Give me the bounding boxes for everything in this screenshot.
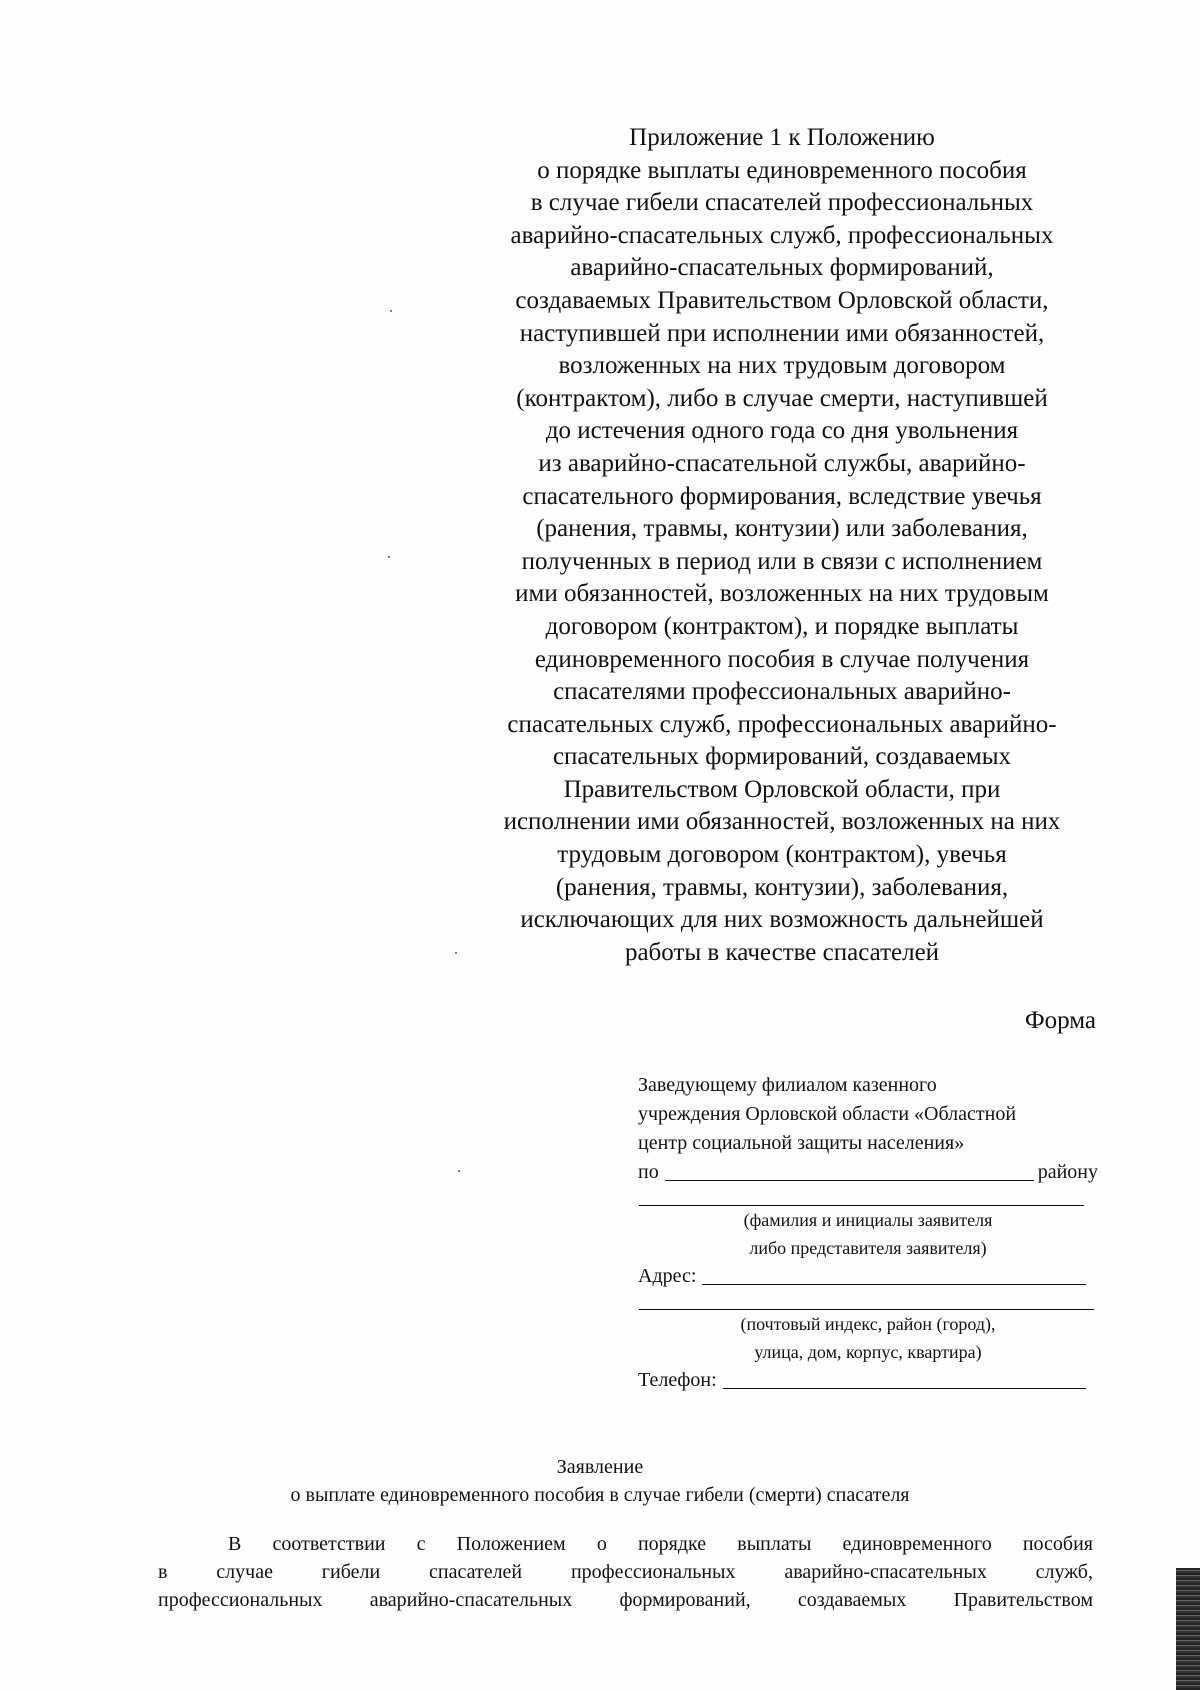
appendix-line: Приложение 1 к Положению [629, 124, 935, 151]
appendix-line: (ранения, травмы, контузии) или заболевания, [536, 515, 1028, 543]
statement-body [158, 1530, 1093, 1614]
appendix-line: (контрактом), либо в случае смерти, наступившей [516, 384, 1048, 412]
appendix-line: Правительством Орловской области, при [563, 775, 1001, 803]
body-line: профессиональных аварийно-спасательных формирований, создаваемых Правительством [158, 1589, 1093, 1611]
form-label: Форма [1024, 1007, 1096, 1034]
appendix-line: из аварийно-спасательной службы, аварийно- [538, 449, 1026, 477]
appendix-line: ими обязанностей, возложенных на них трудовым [515, 580, 1049, 608]
appendix-line: исключающих для них возможность дальнейшей [520, 906, 1044, 934]
appendix-line: наступившей при исполнении ими обязанностей, [519, 319, 1045, 347]
appendix-heading [462, 122, 1102, 969]
scan-speck [388, 556, 390, 558]
address-caption [638, 1310, 1098, 1366]
body-line: В соответствии с Положением о порядке выплаты единовременного пособия [228, 1533, 1093, 1555]
appendix-line: до истечения одного года со дня увольнения [545, 417, 1019, 445]
appendix-line: спасательных формирований, создаваемых [552, 743, 1012, 771]
appendix-line: аварийно-спасательных служб, профессиональных [510, 221, 1054, 249]
addressee-block [638, 1071, 1098, 1395]
appendix-line: о порядке выплаты единовременного пособия [537, 156, 1027, 184]
statement-heading [0, 1453, 1200, 1509]
caption-line: улица, дом, корпус, квартира) [754, 1342, 982, 1362]
addressee-line: учреждения Орловской области «Областной [638, 1103, 1017, 1125]
appendix-line: возложенных на них трудовым договором [558, 352, 1006, 380]
addressee-line: центр социальной защиты населения» [638, 1132, 965, 1154]
appendix-line: (ранения, травмы, контузии), заболевания, [555, 873, 1009, 901]
statement-title: Заявление [556, 1456, 644, 1478]
appendix-line: исполнении ими обязанностей, возложенных на них [503, 808, 1061, 836]
applicant-name-blank[interactable] [639, 1187, 1084, 1206]
appendix-line: полученных в период или в связи с исполнением [521, 547, 1043, 575]
appendix-line: спасателями профессиональных аварийно- [553, 678, 1011, 706]
address-row [638, 1262, 1098, 1291]
district-row [638, 1158, 1098, 1187]
appendix-line: договором (контрактом), и порядке выплаты [545, 612, 1019, 640]
district-blank[interactable] [665, 1179, 1034, 1181]
addressee-line: Заведующему филиалом казенного [638, 1074, 937, 1096]
appendix-line: трудовым договором (контрактом), увечья [557, 841, 1007, 869]
caption-line: (фамилия и инициалы заявителя [743, 1210, 993, 1230]
phone-row [638, 1366, 1098, 1395]
address-continuation-blank[interactable] [639, 1291, 1094, 1310]
appendix-line: единовременного пособия в случае получения [534, 645, 1030, 673]
appendix-line: создаваемых Правительством Орловской области, [515, 286, 1049, 314]
address-blank[interactable] [702, 1283, 1086, 1285]
applicant-caption [638, 1206, 1098, 1262]
phone-blank[interactable] [723, 1387, 1086, 1389]
caption-line: либо представителя заявителя) [749, 1238, 987, 1258]
district-suffix: району [1037, 1161, 1098, 1183]
appendix-line: аварийно-спасательных формирований, [570, 254, 994, 282]
appendix-line: работы в качестве спасателей [624, 938, 940, 966]
body-line: в случае гибели спасателей профессиональных аварийно-спасательных служб, [158, 1561, 1093, 1583]
scan-speck [458, 1170, 460, 1172]
scan-speck [455, 952, 457, 954]
appendix-line: в случае гибели спасателей профессиональных [530, 189, 1034, 217]
caption-line: (почтовый индекс, район (город), [740, 1314, 996, 1334]
address-label: Адрес: [638, 1265, 697, 1287]
appendix-line: спасательных служб, профессиональных аварийно- [507, 710, 1057, 738]
district-prefix: по [638, 1161, 659, 1183]
scan-edge-mark [1176, 1568, 1200, 1690]
phone-label: Телефон: [638, 1369, 717, 1391]
appendix-line: спасательного формирования, вследствие увечья [522, 482, 1042, 510]
statement-subtitle: о выплате единовременного пособия в случае гибели (смерти) спасателя [290, 1484, 910, 1506]
scan-speck [390, 310, 392, 312]
